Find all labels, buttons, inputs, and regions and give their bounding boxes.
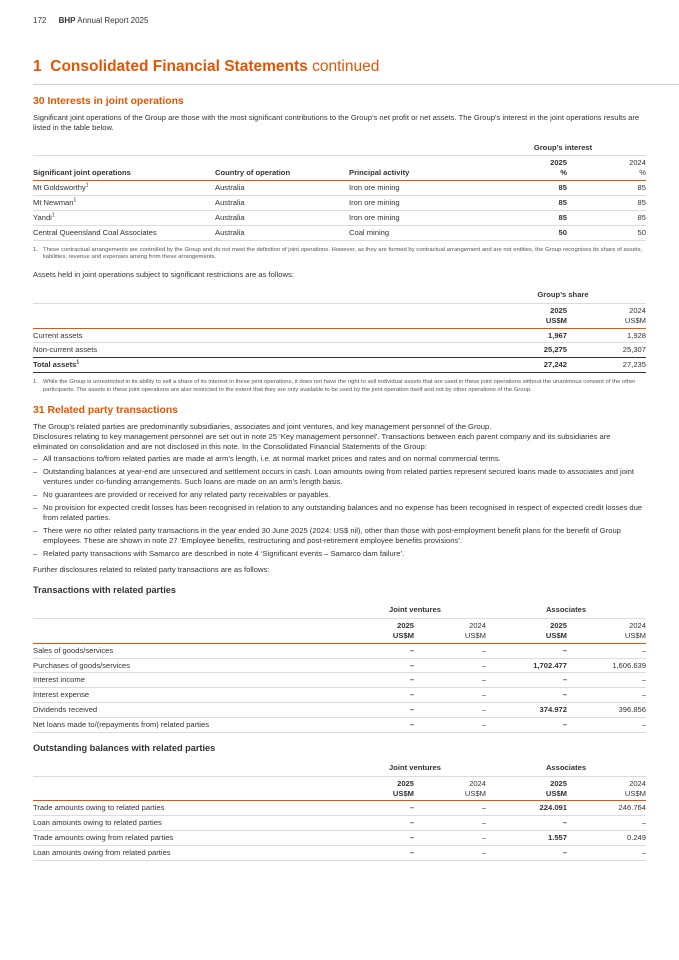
list-item: – All transactions to/from related parties are made at arm’s length, i.e. at normal market prices and rates and on normal commercial terms.	[33, 454, 646, 464]
list-item: – Outstanding balances at year-end are unsecured and settlement occurs in cash. Loan amounts owing from related parties represent secured loans made to associates and joint ventures under co-funding arrangements. Such loans are made on an arm’s length basis.	[33, 467, 646, 487]
header-divider	[33, 84, 679, 85]
col-jv-2025: 2025 US$M	[344, 618, 414, 643]
page-header	[33, 16, 148, 26]
col-jv-2024: 2024 US$M	[414, 776, 486, 801]
transactions-table	[33, 603, 646, 733]
group-share-header: Group’s share	[480, 288, 646, 303]
col-2024: 2024 US$M	[567, 303, 646, 328]
col-jv-2024: 2024 US$M	[414, 618, 486, 643]
col-2025: 2025 %	[480, 156, 567, 181]
balances-table	[33, 761, 646, 861]
table-row: Mt Newman$^1$ Australia Iron ore mining 85 85	[33, 195, 646, 210]
table-row: Central Queensland Coal Associates Australia Coal mining 50 50	[33, 225, 646, 240]
section-30-title: 30 Interests in joint operations	[33, 96, 184, 107]
related-party-bullets	[33, 454, 646, 559]
col-country: Country of operation	[215, 156, 349, 181]
table-row: Interest expense – – – –	[33, 688, 646, 703]
joint-ventures-header: Joint ventures	[344, 603, 486, 618]
table-row: Net loans made to/(repayments from) related parties – – – –	[33, 717, 646, 732]
further-disclosures: Further disclosures related to related party transactions are as follows:	[33, 565, 270, 575]
footnote: 1. These contractual arrangements are controlled by the Group and do not meet the definition of joint operations. However, as they are formed by contractual arrangement and are not entities, the Group recognises its share of assets, liabilities, revenue and expenses arising from these arrangements.	[33, 246, 643, 261]
table-row: Current assets 1,967 1,928	[33, 328, 646, 343]
total-row: Total assets$^1$ 27,242 27,235	[33, 358, 646, 373]
page-number: 172	[33, 16, 47, 25]
section-31-para1: The Group’s related parties are predominantly subsidiaries, associates and joint ventures, and key management personnel of the Group.	[33, 421, 492, 431]
list-item: – No guarantees are provided or received for any related party receivables or payables.	[33, 490, 646, 500]
associates-header: Associates	[486, 761, 646, 776]
brand-name: BHP	[58, 16, 76, 25]
table-row: Purchases of goods/services – – 1,702.477 1,606.639	[33, 658, 646, 673]
assets-table	[33, 288, 646, 373]
joint-ventures-header: Joint ventures	[344, 761, 486, 776]
col-2025: 2025 US$M	[480, 303, 567, 328]
col-assoc-2025: 2025 US$M	[486, 776, 567, 801]
col-assoc-2024: 2024 US$M	[567, 618, 646, 643]
table-row: Non-current assets 25,275 25,307	[33, 343, 646, 358]
list-item: – There were no other related party transactions in the year ended 30 June 2025 (2024: US$ nil), other than those with post-employment benefit plans for the benefit of Group employees. These are shown in note 27 ‘Employee benefits, restructuring and post-retirement employee benefits provisions’.	[33, 526, 646, 546]
table-row: Trade amounts owing from related parties – – 1.557 0.249	[33, 831, 646, 846]
section-31-para2: Disclosures relating to key management personnel are set out in note 25 ‘Key management personnel’. Transactions between each parent company and its subsidiaries are eliminated on consolidation and are not disclosed in this note. In the Consolidated Financial Statements of the Group:	[33, 431, 611, 451]
col-2024: 2024 %	[567, 156, 646, 181]
col-joint-operations: Significant joint operations	[33, 156, 215, 181]
table-row: Yandi$^1$ Australia Iron ore mining 85 85	[33, 210, 646, 225]
chapter-name: Consolidated Financial Statements	[50, 58, 308, 75]
chapter-title	[33, 57, 379, 77]
table-row: Mt Goldsworthy$^1$ Australia Iron ore mining 85 85	[33, 181, 646, 196]
associates-header: Associates	[486, 603, 646, 618]
col-jv-2025: 2025 US$M	[344, 776, 414, 801]
section-31-title: 31 Related party transactions	[33, 405, 178, 417]
table-row: Dividends received – – 374.972 396.856	[33, 703, 646, 718]
col-activity: Principal activity	[349, 156, 480, 181]
table-row: Loan amounts owing to related parties – – – –	[33, 816, 646, 831]
col-assoc-2025: 2025 US$M	[486, 618, 567, 643]
table-row: Sales of goods/services – – – –	[33, 643, 646, 658]
section-30-intro: Significant joint operations of the Group are those with the most significant contributions to the Group’s net profit or net assets. The Group’s interest in the joint operations results are listed in the table below.	[33, 112, 640, 132]
chapter-suffix: continued	[312, 58, 380, 75]
balances-title: Outstanding balances with related parties	[33, 742, 216, 753]
table-row: Interest income – – – –	[33, 673, 646, 688]
joint-operations-table	[33, 141, 646, 241]
footnote: 1. While the Group is unrestricted in its ability to sell a share of its interest in these joint operations, it does not have the right to sell individual assets that are used in these joint operations without the unanimous consent of the other participants. The assets in these joint operations are also restricted to the extent that they are only available to be used by the joint operation itself and not by other operations of the Group.	[33, 379, 636, 393]
chapter-number: 1	[33, 58, 42, 75]
group-interest-header: Group’s interest	[480, 141, 646, 156]
table-row: Loan amounts owing from related parties – – – –	[33, 845, 646, 860]
table-row: Trade amounts owing to related parties – – 224.091 246.764	[33, 801, 646, 816]
assets-intro: Assets held in joint operations subject to significant restrictions are as follows:	[33, 269, 294, 279]
report-name: Annual Report 2025	[77, 16, 149, 25]
page-content	[33, 95, 646, 861]
transactions-title: Transactions with related parties	[33, 585, 176, 596]
col-assoc-2024: 2024 US$M	[567, 776, 646, 801]
list-item: – No provision for expected credit losses has been recognised in relation to any outstanding balances and no expense has been recognised in respect of expected credit losses due from related parties.	[33, 503, 646, 523]
list-item: – Related party transactions with Samarco are described in note 4 ‘Significant events – Samarco dam failure’.	[33, 549, 646, 559]
